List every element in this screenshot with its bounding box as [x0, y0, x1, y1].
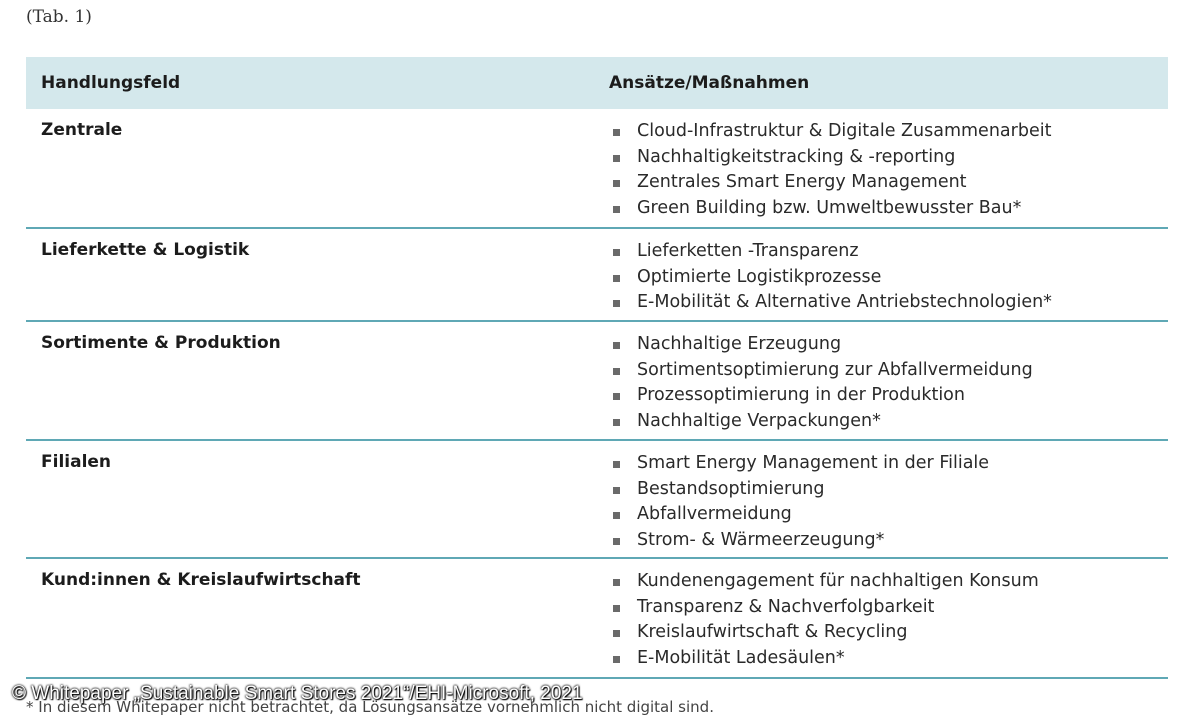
square-bullet-icon — [613, 419, 620, 426]
square-bullet-icon — [613, 393, 620, 400]
table-row — [26, 559, 1168, 679]
measures-list — [596, 229, 1052, 320]
list-item — [613, 595, 1039, 621]
list-item — [613, 290, 1052, 316]
square-bullet-icon — [613, 605, 620, 612]
row-field: Filialen — [41, 452, 112, 472]
list-item-text: Abfallvermeidung — [637, 504, 792, 524]
list-item-text: Bestandsoptimierung — [637, 478, 825, 499]
list-item-text: Nachhaltigkeitstracking & -reporting — [637, 146, 956, 167]
list-item-text: Cloud-Infrastruktur & Digitale Zusammenarbeit — [637, 121, 1052, 141]
list-item-text: Zentrales Smart Energy Management — [637, 172, 967, 192]
list-item-text: Lieferketten -Transparenz — [637, 241, 859, 261]
row-field: Lieferkette & Logistik — [41, 240, 250, 260]
list-item-text: Smart Energy Management in der Filiale — [637, 453, 990, 473]
list-item-text: Kundenengagement für nachhaltigen Konsum — [637, 571, 1039, 591]
square-bullet-icon — [613, 275, 620, 282]
list-item — [613, 332, 1033, 358]
measures-table — [26, 57, 1168, 679]
square-bullet-icon — [613, 206, 620, 213]
list-item — [613, 265, 1052, 291]
measures-list — [596, 559, 1039, 677]
table-caption: (Tab. 1) — [26, 7, 92, 27]
list-item — [613, 170, 1051, 196]
list-item — [613, 477, 989, 503]
square-bullet-icon — [613, 630, 620, 637]
footnote: * In diesem Whitepaper nicht betrachtet, da Lösungsansätze vornehmlich nicht digital sind. — [26, 698, 714, 716]
square-bullet-icon — [613, 487, 620, 494]
list-item — [613, 358, 1033, 384]
list-item — [613, 145, 1051, 171]
table-row — [26, 441, 1168, 559]
list-item-text: Kreislaufwirtschaft & Recycling — [637, 622, 908, 642]
list-item-text: E-Mobilität Ladesäulen* — [637, 647, 845, 668]
square-bullet-icon — [613, 129, 620, 136]
header-handlungsfeld: Handlungsfeld — [41, 73, 181, 93]
list-item — [613, 620, 1039, 646]
copyright-watermark: © Whitepaper „Sustainable Smart Stores 2021“/EHI-Microsoft, 2021 — [12, 683, 583, 704]
square-bullet-icon — [613, 461, 620, 468]
row-field: Sortimente & Produktion — [41, 333, 281, 353]
measures-list — [596, 322, 1033, 439]
square-bullet-icon — [613, 180, 620, 187]
list-item — [613, 451, 989, 477]
list-item-text: Transparenz & Nachverfolgbarkeit — [637, 596, 935, 617]
square-bullet-icon — [613, 512, 620, 519]
square-bullet-icon — [613, 342, 620, 349]
list-item-text: E-Mobilität & Alternative Antriebstechnologien* — [637, 292, 1052, 312]
square-bullet-icon — [613, 656, 620, 663]
list-item — [613, 239, 1052, 265]
list-item — [613, 119, 1051, 145]
list-item-text: Nachhaltige Erzeugung — [637, 334, 842, 354]
measures-list — [596, 441, 989, 557]
header-massnahmen: Ansätze/Maßnahmen — [609, 73, 810, 93]
list-item-text: Green Building bzw. Umweltbewusster Bau* — [637, 197, 1022, 218]
table-row — [26, 229, 1168, 322]
row-field: Zentrale — [41, 120, 123, 140]
list-item-text: Nachhaltige Verpackungen* — [637, 410, 881, 431]
square-bullet-icon — [613, 538, 620, 545]
list-item-text: Strom- & Wärmeerzeugung* — [637, 529, 885, 550]
list-item-text: Prozessoptimierung in der Produktion — [637, 385, 965, 405]
list-item — [613, 383, 1033, 409]
list-item-text: Optimierte Logistikprozesse — [637, 266, 882, 287]
list-item-text: Sortimentsoptimierung zur Abfallvermeidung — [637, 359, 1033, 380]
square-bullet-icon — [613, 155, 620, 162]
table-row — [26, 322, 1168, 441]
square-bullet-icon — [613, 300, 620, 307]
table-row — [26, 109, 1168, 229]
table-header — [26, 57, 1168, 109]
list-item — [613, 528, 989, 554]
row-field: Kund:innen & Kreislaufwirtschaft — [41, 570, 361, 590]
list-item — [613, 646, 1039, 672]
square-bullet-icon — [613, 368, 620, 375]
square-bullet-icon — [613, 249, 620, 256]
list-item — [613, 409, 1033, 435]
list-item — [613, 196, 1051, 222]
measures-list — [596, 109, 1051, 227]
list-item — [613, 569, 1039, 595]
list-item — [613, 502, 989, 528]
square-bullet-icon — [613, 579, 620, 586]
